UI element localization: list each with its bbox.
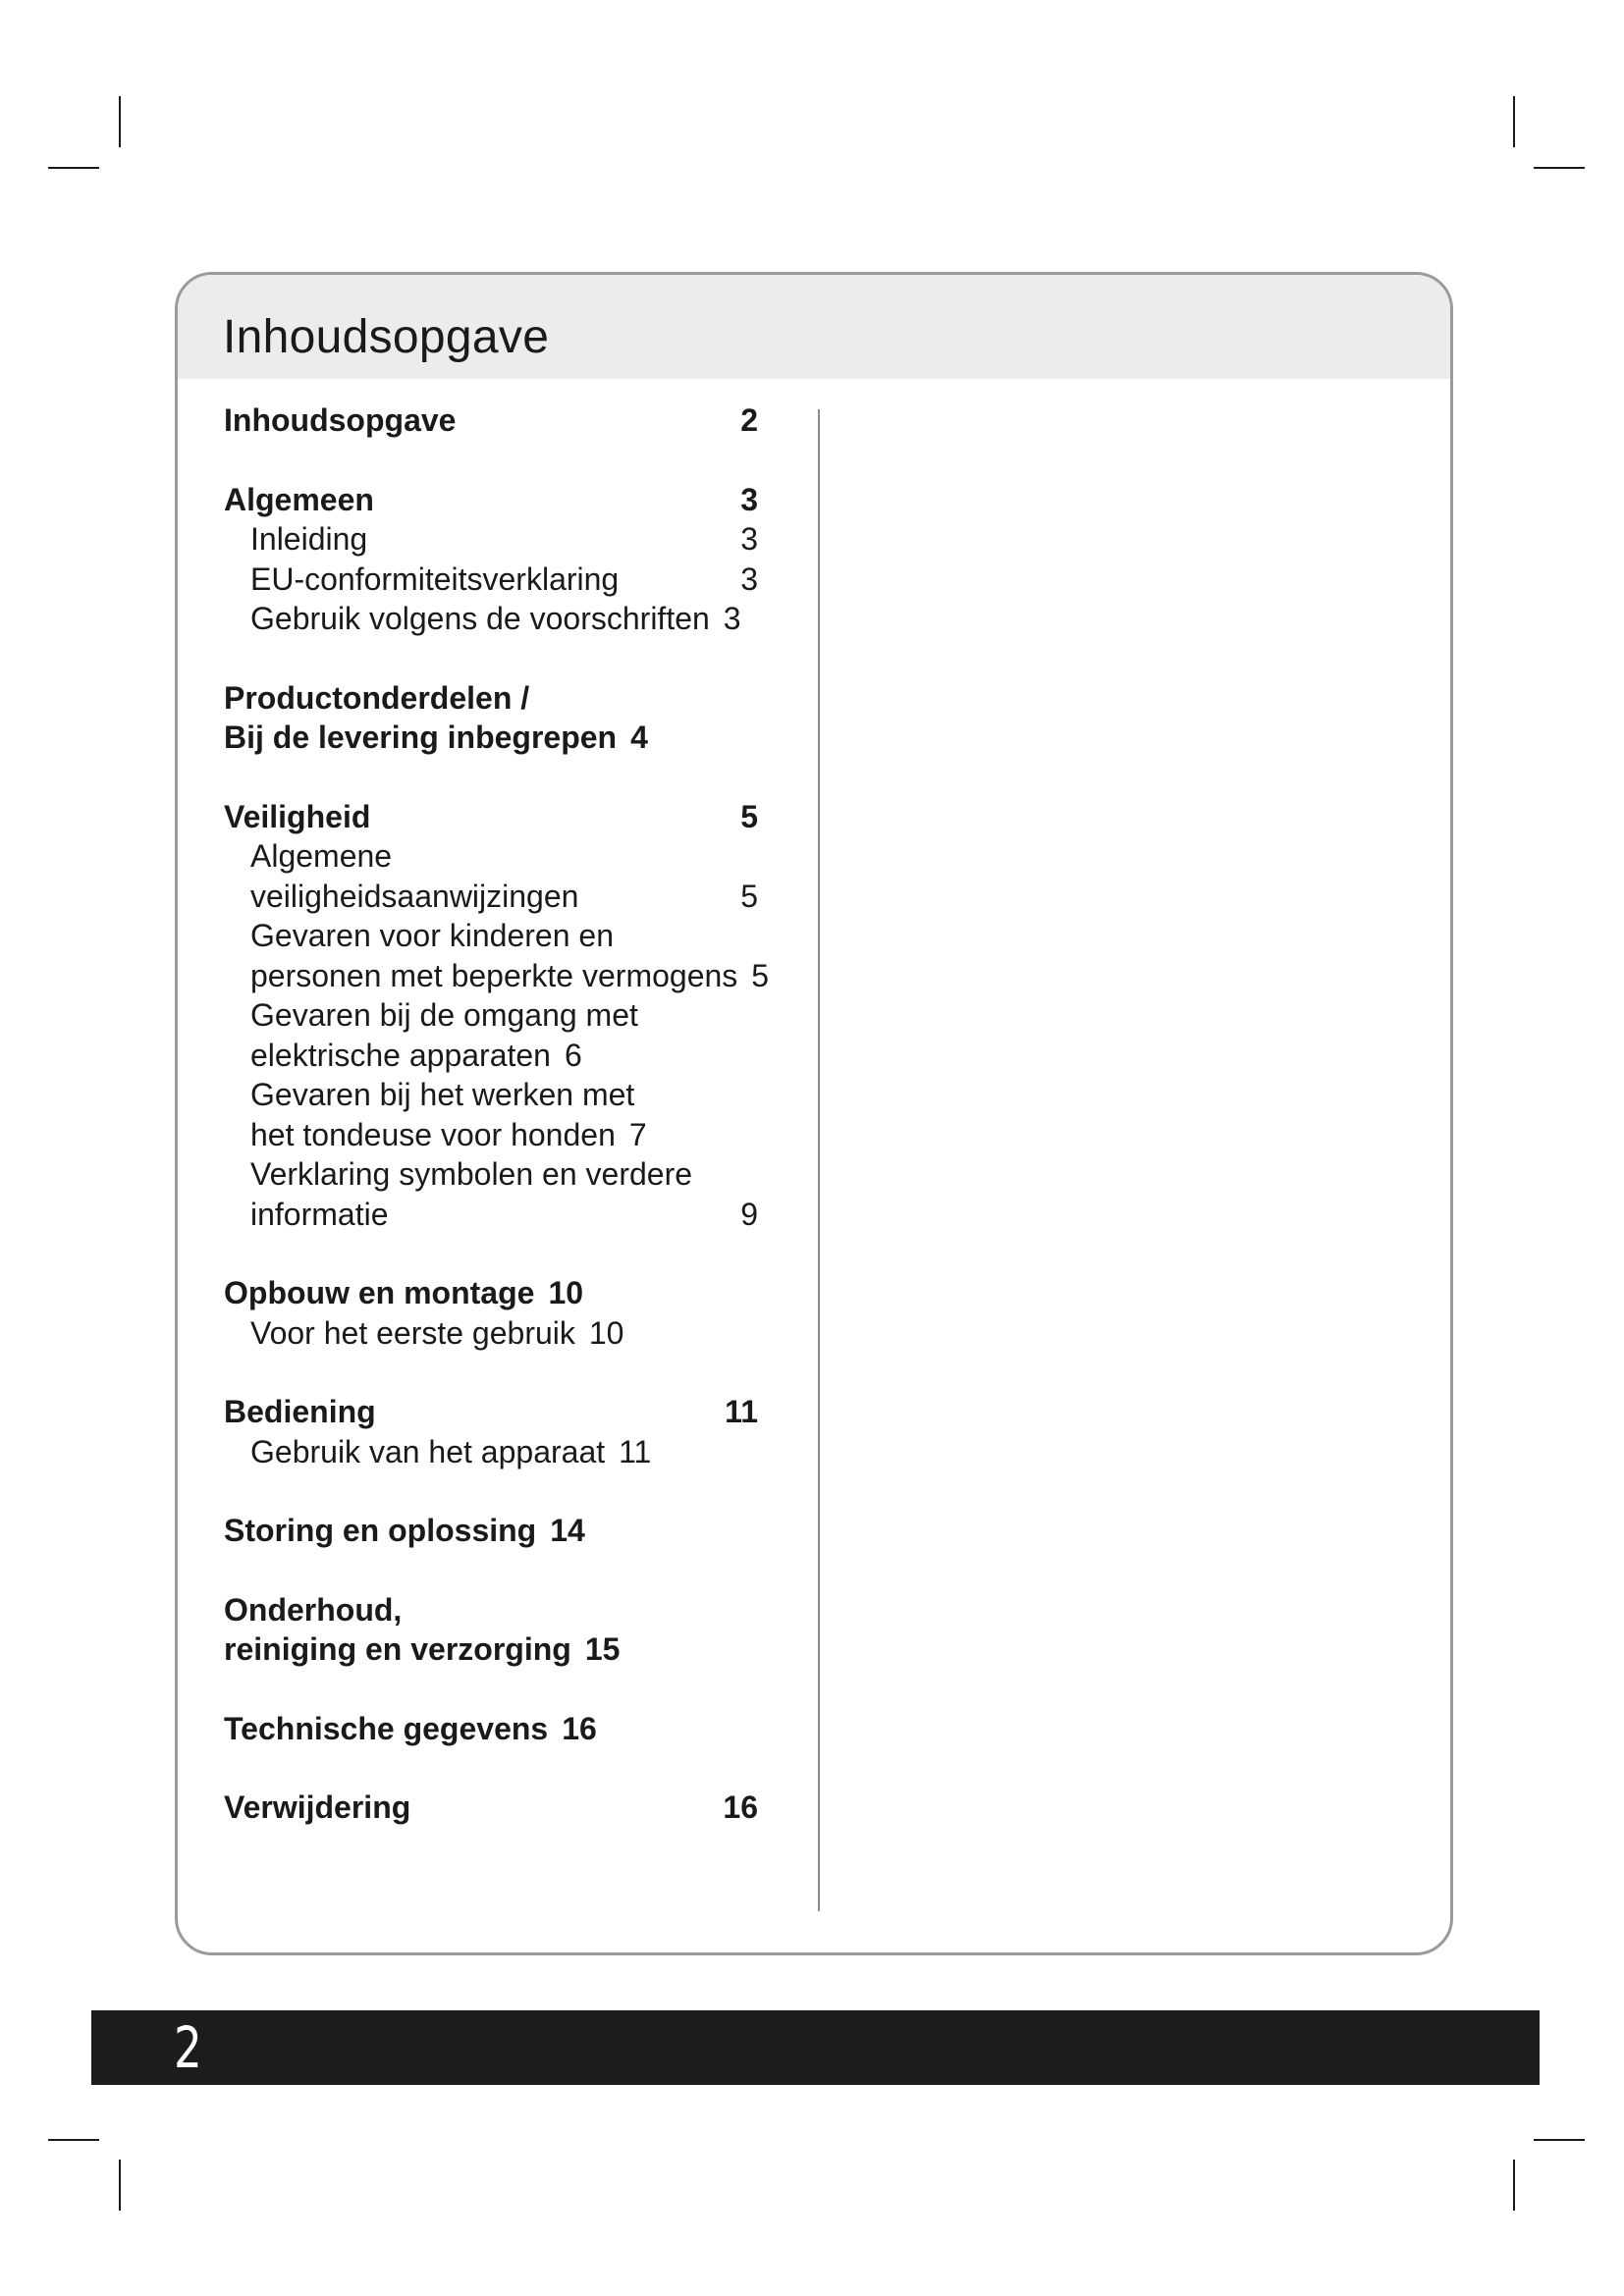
toc-entry-line bbox=[224, 1195, 813, 1235]
column-divider bbox=[818, 409, 820, 1911]
toc-entry-line bbox=[224, 995, 813, 1036]
toc-entry-line bbox=[224, 1273, 813, 1313]
toc-entry-line bbox=[224, 1511, 813, 1551]
toc-entry-label: Onderhoud, bbox=[224, 1591, 403, 1628]
toc-entry-line bbox=[224, 1154, 813, 1195]
toc-entry[interactable] bbox=[224, 519, 813, 560]
toc-entry-line bbox=[224, 1115, 813, 1155]
toc-entry-label: Inhoudsopgave bbox=[224, 402, 457, 438]
toc-entry-label: Productonderdelen / bbox=[224, 679, 530, 716]
toc-entry[interactable] bbox=[224, 1313, 813, 1354]
table-of-contents bbox=[224, 400, 813, 1828]
toc-entry[interactable] bbox=[224, 678, 813, 758]
toc-entry-label: Gebruik volgens de voorschriften bbox=[250, 601, 710, 636]
toc-entry[interactable] bbox=[224, 1154, 813, 1234]
toc-entry-label: Bij de levering inbegrepen bbox=[224, 720, 618, 755]
toc-entry-label: veiligheidsaanwijzingen bbox=[250, 878, 579, 914]
toc-page-number: 3 bbox=[740, 521, 758, 557]
toc-entry[interactable] bbox=[224, 1590, 813, 1670]
toc-entry[interactable] bbox=[224, 560, 813, 600]
toc-entry-label: Algemene bbox=[250, 838, 393, 874]
toc-entry-label: Technische gegevens bbox=[224, 1710, 549, 1746]
toc-entry-line bbox=[224, 560, 813, 600]
toc-entry-label: Gevaren bij het werken met bbox=[250, 1077, 635, 1112]
toc-entry-line bbox=[224, 956, 813, 996]
toc-header bbox=[178, 275, 1450, 379]
toc-entry-line bbox=[224, 1432, 813, 1472]
toc-entry[interactable] bbox=[224, 1709, 813, 1749]
toc-page-number: 7 bbox=[628, 1116, 647, 1152]
toc-entry-line bbox=[224, 519, 813, 560]
crop-mark-top-left-vertical bbox=[119, 96, 121, 147]
toc-entry[interactable] bbox=[224, 995, 813, 1075]
toc-entry-line bbox=[224, 678, 813, 719]
crop-mark-bottom-right-horizontal bbox=[1534, 2139, 1585, 2141]
crop-mark-top-right-vertical bbox=[1513, 96, 1515, 147]
toc-entry-label: Inleiding bbox=[250, 521, 368, 557]
toc-entry[interactable] bbox=[224, 1075, 813, 1154]
toc-entry[interactable] bbox=[224, 1511, 813, 1551]
toc-page-number: 11 bbox=[619, 1433, 652, 1469]
toc-page-number: 14 bbox=[550, 1513, 585, 1548]
footer-bar bbox=[91, 2010, 1540, 2085]
toc-page-number: 10 bbox=[588, 1314, 624, 1351]
toc-entry-label: Veiligheid bbox=[224, 798, 371, 834]
toc-entry-label: Gevaren bij de omgang met bbox=[250, 997, 638, 1033]
toc-entry-line bbox=[224, 1392, 813, 1432]
toc-page-number: 15 bbox=[584, 1631, 621, 1667]
toc-entry[interactable] bbox=[224, 1432, 813, 1472]
toc-entry-line bbox=[224, 836, 813, 877]
crop-mark-top-left-horizontal bbox=[48, 167, 99, 169]
toc-entry-line bbox=[224, 400, 813, 441]
toc-panel bbox=[175, 272, 1453, 1955]
toc-page-number: 5 bbox=[751, 957, 770, 993]
toc-entry[interactable] bbox=[224, 480, 813, 520]
toc-entry-label: Gebruik van het apparaat bbox=[250, 1433, 606, 1469]
crop-mark-bottom-right-vertical bbox=[1513, 2160, 1515, 2211]
toc-entry-label: reiniging en verzorging bbox=[224, 1631, 571, 1667]
crop-mark-bottom-left-horizontal bbox=[48, 2139, 99, 2141]
toc-entry-label: informatie bbox=[250, 1196, 389, 1232]
toc-page-number: 9 bbox=[740, 1196, 758, 1232]
toc-entry-line bbox=[224, 480, 813, 520]
toc-entry[interactable] bbox=[224, 1392, 813, 1432]
toc-entry-line bbox=[224, 916, 813, 956]
toc-entry-label: Verwijdering bbox=[224, 1789, 411, 1825]
toc-entry[interactable] bbox=[224, 836, 813, 916]
toc-entry-label: Bediening bbox=[224, 1394, 376, 1429]
toc-page-number: 3 bbox=[740, 481, 758, 517]
toc-page-number: 5 bbox=[740, 798, 758, 834]
page-number: 2 bbox=[174, 2014, 202, 2081]
toc-entry-label: EU-conformiteitsverklaring bbox=[250, 561, 620, 597]
toc-entry-line bbox=[224, 1629, 813, 1670]
crop-mark-bottom-left-vertical bbox=[119, 2160, 121, 2211]
toc-entry-line bbox=[224, 1075, 813, 1115]
page-title: Inhoudsopgave bbox=[223, 311, 550, 363]
toc-page-number: 2 bbox=[740, 402, 758, 438]
toc-entry-label: Voor het eerste gebruik bbox=[250, 1314, 575, 1351]
toc-entry-line bbox=[224, 718, 813, 758]
toc-page-number: 6 bbox=[564, 1037, 582, 1073]
toc-entry-line bbox=[224, 1036, 813, 1076]
toc-entry-label: het tondeuse voor honden bbox=[250, 1116, 616, 1152]
toc-page-number: 3 bbox=[740, 561, 758, 597]
toc-entry[interactable] bbox=[224, 916, 813, 995]
toc-entry-label: Algemeen bbox=[224, 481, 374, 517]
toc-entry-line bbox=[224, 1590, 813, 1630]
toc-entry-line bbox=[224, 797, 813, 837]
crop-mark-top-right-horizontal bbox=[1534, 167, 1585, 169]
toc-entry[interactable] bbox=[224, 1273, 813, 1313]
toc-entry[interactable] bbox=[224, 797, 813, 837]
toc-page-number: 10 bbox=[548, 1275, 584, 1310]
toc-entry[interactable] bbox=[224, 1788, 813, 1828]
toc-page-number: 5 bbox=[740, 878, 758, 914]
toc-entry-label: personen met beperkte vermogens bbox=[250, 957, 738, 993]
toc-entry-line bbox=[224, 1313, 813, 1354]
toc-entry-label: Verklaring symbolen en verdere bbox=[250, 1156, 693, 1192]
toc-page-number: 11 bbox=[725, 1394, 758, 1429]
toc-entry-label: Gevaren voor kinderen en bbox=[250, 918, 614, 953]
toc-entry-label: elektrische apparaten bbox=[250, 1037, 551, 1073]
toc-entry-label: Opbouw en montage bbox=[224, 1275, 535, 1310]
toc-entry-line bbox=[224, 599, 813, 639]
toc-entry[interactable] bbox=[224, 400, 813, 441]
toc-page-number: 4 bbox=[630, 720, 648, 755]
toc-page-number: 3 bbox=[723, 601, 741, 636]
toc-page-number: 16 bbox=[723, 1789, 758, 1825]
toc-entry-line bbox=[224, 1788, 813, 1828]
toc-entry-label: Storing en oplossing bbox=[224, 1513, 537, 1548]
toc-entry-line bbox=[224, 1709, 813, 1749]
toc-page-number: 16 bbox=[562, 1710, 597, 1746]
toc-entry-line bbox=[224, 877, 813, 917]
toc-entry[interactable] bbox=[224, 599, 813, 639]
